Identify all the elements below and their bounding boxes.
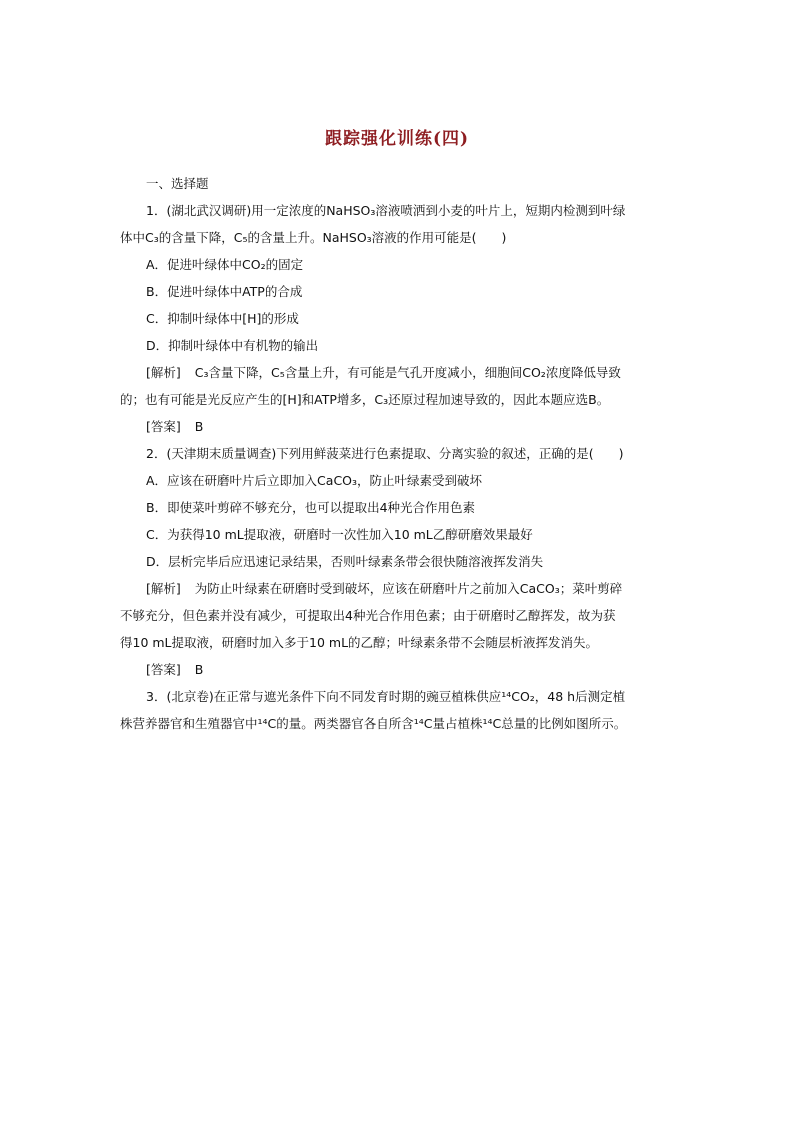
q2-option-c: C．为获得10 mL提取液，研磨时一次性加入10 mL乙醇研磨效果最好 bbox=[146, 527, 533, 542]
page-title: 跟踪强化训练(四) bbox=[324, 129, 470, 149]
q2-analysis-text1: 为防止叶绿素在研磨时受到破坏，应该在研磨叶片之前加入CaCO₃；菜叶剪碎 bbox=[194, 581, 623, 596]
q1-answer-tag: [答案] bbox=[146, 419, 181, 434]
q1-analysis-line2: 的；也有可能是光反应产生的[H]和ATP增多，C₃还原过程加速导致的，因此本题应选B。 bbox=[120, 392, 610, 407]
q1-option-a: A．促进叶绿体中CO₂的固定 bbox=[146, 257, 304, 272]
q2-option-b: B．即使菜叶剪碎不够充分，也可以提取出4种光合作用色素 bbox=[146, 500, 476, 515]
q1-stem-line2: 体中C₃的含量下降，C₅的含量上升。NaHSO₃溶液的作用可能是( ) bbox=[120, 230, 507, 245]
q1-answer bbox=[120, 413, 680, 440]
q2-analysis-tag: [解析] bbox=[146, 581, 181, 596]
q2-option-a: A．应该在研磨叶片后立即加入CaCO₃，防止叶绿素受到破坏 bbox=[146, 473, 483, 488]
q3-stem-line1: 3．(北京卷)在正常与遮光条件下向不同发育时期的豌豆植株供应¹⁴CO₂，48 h后测定植 bbox=[146, 689, 626, 704]
q1-stem-line1: 1．(湖北武汉调研)用一定浓度的NaHSO₃溶液喷洒到小麦的叶片上，短期内检测到叶绿 bbox=[146, 203, 626, 218]
q1-option-b: B．促进叶绿体中ATP的合成 bbox=[146, 284, 303, 299]
q2-analysis-line2: 不够充分，但色素并没有减少，可提取出4种光合作用色素；由于研磨时乙醇挥发，故为获 bbox=[120, 608, 616, 623]
q1-option-d: D．抑制叶绿体中有机物的输出 bbox=[146, 338, 319, 353]
q2-answer bbox=[120, 656, 680, 683]
q1-answer-value: B bbox=[194, 419, 204, 434]
q2-answer-tag: [答案] bbox=[146, 662, 181, 677]
document-body bbox=[120, 170, 680, 737]
q1-analysis-line1 bbox=[120, 359, 680, 386]
q3-stem-line2: 株营养器官和生殖器官中¹⁴C的量。两类器官各自所含¹⁴C量占植株¹⁴C总量的比例如图所示。 bbox=[120, 716, 627, 731]
q2-answer-value: B bbox=[194, 662, 204, 677]
q1-option-c: C．抑制叶绿体中[H]的形成 bbox=[146, 311, 299, 326]
q1-analysis-text1: C₃含量下降，C₅含量上升，有可能是气孔开度减小，细胞间CO₂浓度降低导致 bbox=[194, 365, 621, 380]
q2-analysis-line3: 得10 mL提取液，研磨时加入多于10 mL的乙醇；叶绿素条带不会随层析液挥发消失。 bbox=[120, 635, 599, 650]
q1-analysis-tag: [解析] bbox=[146, 365, 181, 380]
q2-option-d: D．层析完毕后应迅速记录结果，否则叶绿素条带会很快随溶液挥发消失 bbox=[146, 554, 544, 569]
q2-analysis-line1 bbox=[120, 575, 680, 602]
section-heading: 一、选择题 bbox=[146, 176, 209, 191]
q2-stem: 2．(天津期末质量调查)下列用鲜菠菜进行色素提取、分离实验的叙述，正确的是( ) bbox=[146, 446, 624, 461]
